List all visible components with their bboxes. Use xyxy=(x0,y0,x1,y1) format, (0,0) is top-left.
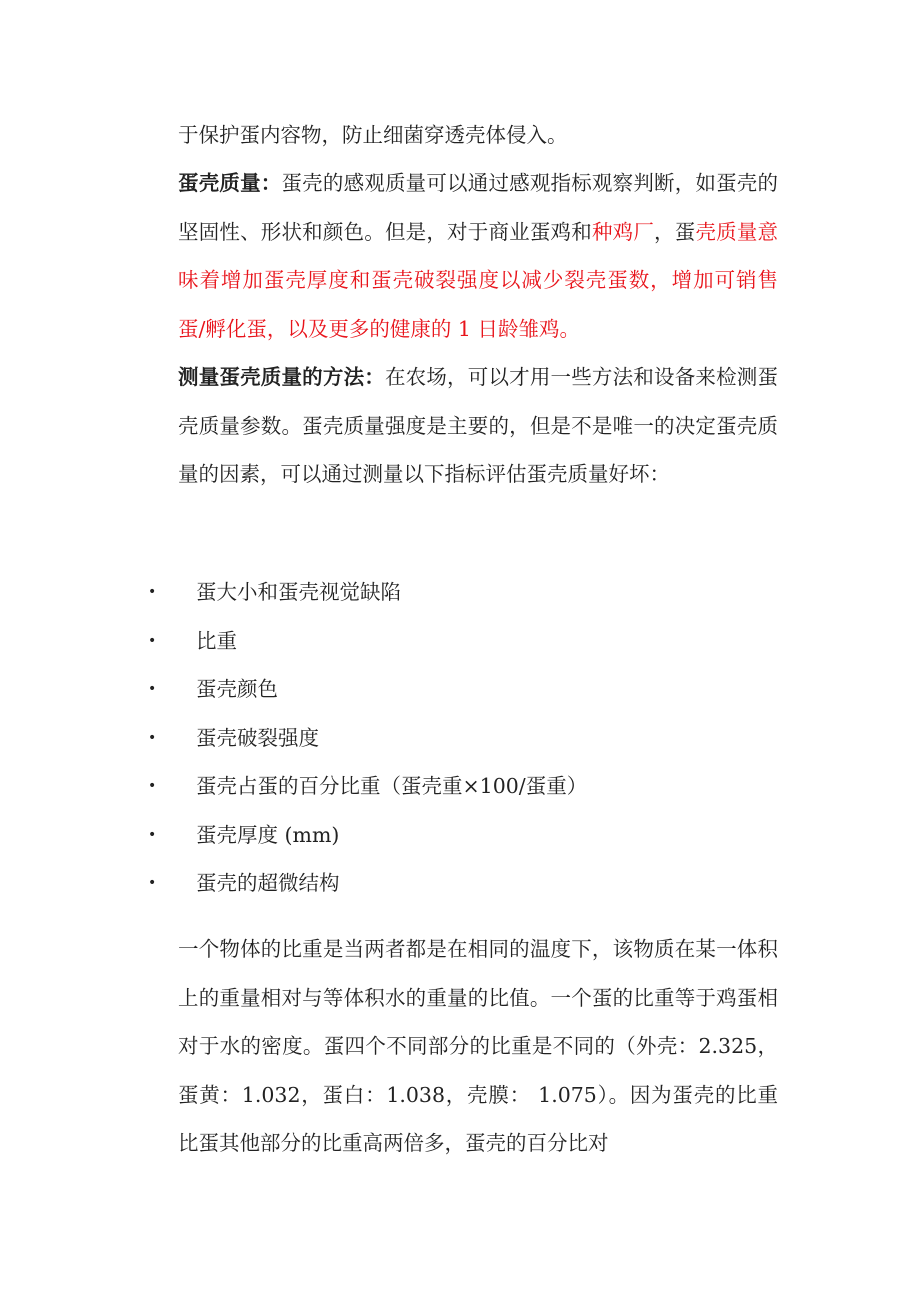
list-item-text: 蛋壳的超微结构 xyxy=(196,871,340,895)
list-item-text: 比重 xyxy=(196,628,237,653)
bullet-icon: • xyxy=(148,632,157,649)
list-item-text: 蛋壳占蛋的百分比重（蛋壳重×100/蛋重） xyxy=(196,774,588,798)
paragraph-eggshell-protection xyxy=(178,111,778,160)
highlight-breeder-farm: 种鸡厂 xyxy=(591,219,655,244)
list-item-text: 蛋壳破裂强度 xyxy=(196,725,319,750)
paragraph-text: 于保护蛋内容物，防止细菌穿透壳体侵入。 xyxy=(178,123,568,147)
list-item xyxy=(0,859,920,908)
list-item-text: 蛋壳厚度 (mm) xyxy=(196,822,340,847)
bullet-icon: • xyxy=(148,584,157,600)
paragraph-measurement-methods xyxy=(178,353,778,499)
paragraph-text: 一个物体的比重是当两者都是在相同的温度下，该物质在某一体积上的重量相对与等体积水的重量的比值。一个蛋的比重等于鸡蛋相对于水的密度。蛋四个不同部分的比重是不同的（外壳：2.325，蛋黄：1.032，蛋白：1.038，壳膜： 1.075）。因为蛋壳的比重比蛋其他部分的比重高两倍多，蛋壳的百分比对 xyxy=(178,937,778,1155)
bullet-icon: • xyxy=(148,729,157,746)
bullet-icon: • xyxy=(148,875,157,891)
highlight-quality-meaning: 壳质量意味着增加蛋壳厚度和蛋壳破裂强度以减少裂壳蛋数，增加可销售蛋/孵化蛋，以及更多的健康的 1 日龄雏鸡。 xyxy=(178,219,779,341)
list-item xyxy=(0,762,920,811)
list-item-text: 蛋大小和蛋壳视觉缺陷 xyxy=(196,580,401,604)
list-item xyxy=(0,568,920,617)
list-item xyxy=(0,714,920,763)
bullet-icon: • xyxy=(148,778,157,794)
measurement-methods-heading: 测量蛋壳质量的方法： xyxy=(178,365,385,389)
paragraph-specific-gravity xyxy=(178,925,778,1168)
paragraph-text: 在农场，可以才用一些方法和设备来检测蛋壳质量参数。蛋壳质量强度是主要的，但是不是唯一的决定蛋壳质量的因素，可以通过测量以下指标评估蛋壳质量好坏： xyxy=(178,365,779,486)
list-item xyxy=(0,811,920,860)
paragraph-eggshell-quality xyxy=(178,159,778,353)
quality-indicator-list xyxy=(0,568,920,908)
eggshell-quality-heading: 蛋壳质量： xyxy=(178,171,282,195)
list-item xyxy=(0,617,920,666)
list-item xyxy=(0,665,920,714)
paragraph-text: ，蛋 xyxy=(654,219,696,244)
list-item-text: 蛋壳颜色 xyxy=(196,677,278,701)
bullet-icon: • xyxy=(148,826,157,843)
bullet-icon: • xyxy=(148,681,157,697)
paragraph-text: 蛋壳的感观质量可以通过感观指标观察判断，如蛋壳的坚固性、形状和颜色。但是，对于商业蛋鸡和 xyxy=(178,171,779,244)
